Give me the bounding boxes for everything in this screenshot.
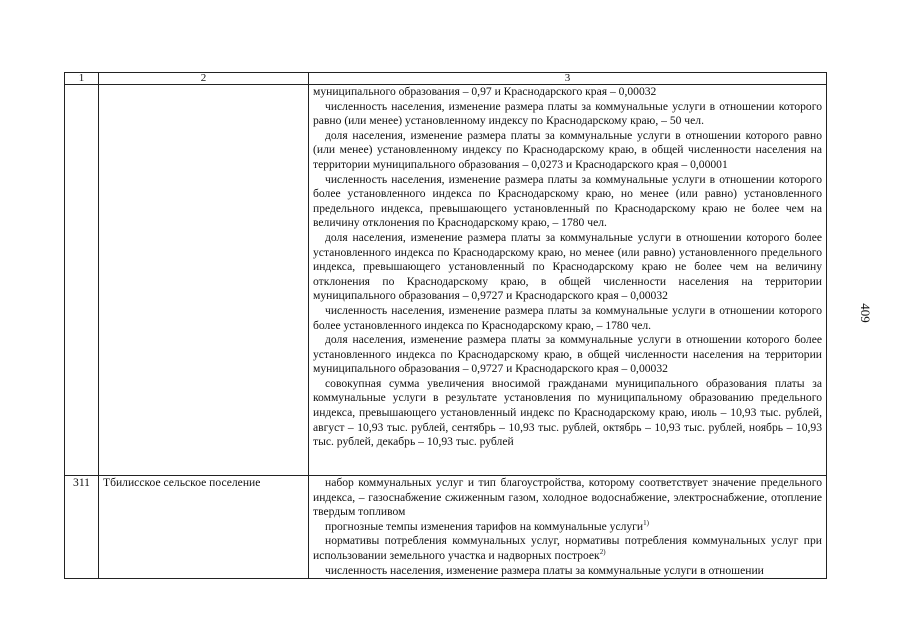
continuation-content-cell <box>309 85 827 476</box>
paragraph-text: нормативы потребления коммунальных услуг, нормативы потребления коммунальных услуг при использовании земельного участка и надворных построек <box>313 534 822 562</box>
paragraph <box>313 534 822 563</box>
continuation-row <box>65 85 827 476</box>
paragraph: доля населения, изменение размера платы за коммунальные услуги в отношении которого более установленного индекса по Краснодарскому краю, в общей численности населения на территории муниципального образования – 0,9727 и Краснодарского края – 0,00032 <box>313 333 822 376</box>
paragraph: доля населения, изменение размера платы за коммунальные услуги в отношении которого более установленного индекса по Краснодарскому краю, но менее (или равно) установленного предельного индекса, превышающего установленный по Краснодарскому краю не более чем на величину отклонения по Краснодарскому краю, в общей численности населения на территории муниципального образования – 0,9727 и Краснодарского края – 0,00032 <box>313 230 822 303</box>
paragraph: муниципального образования – 0,97 и Краснодарского края – 0,00032 <box>313 85 657 98</box>
header-col-3: 3 <box>309 73 827 85</box>
header-row <box>65 73 827 85</box>
table-row-311 <box>65 476 827 579</box>
paragraph: численность населения, изменение размера платы за коммунальные услуги в отношении которого равно (или менее) установленному индексу по Краснодарскому краю, – 50 чел. <box>313 99 822 128</box>
footnote-ref: 1) <box>643 518 649 527</box>
continuation-number-cell <box>65 85 99 476</box>
continuation-name-cell <box>99 85 309 476</box>
header-col-1: 1 <box>65 73 99 85</box>
header-col-2: 2 <box>99 73 309 85</box>
paragraph: совокупная сумма увеличения вносимой гражданами муниципального образования платы за коммунальные услуги в результате установления по муниципальному образованию предельного индекса, превышающего установленный индекс по Краснодарскому краю, июль – 10,93 тыс. рублей, август – 10,93 тыс. рублей, сентябрь – 10,93 тыс. рублей, октябрь – 10,93 тыс. рублей, ноябрь – 10,93 тыс. рублей, декабрь – 10,93 тыс. рублей <box>313 376 822 449</box>
paragraph: набор коммунальных услуг и тип благоустройства, которому соответствует значение предельного индекса, – газоснабжение сжиженным газом, холодное водоснабжение, электроснабжение, отопление твердым топливом <box>313 476 822 519</box>
paragraph: численность населения, изменение размера платы за коммунальные услуги в отношении которого более установленного индекса по Краснодарскому краю, но менее (или равно) установленного предельного индекса, превышающего установленный по Краснодарскому краю не более чем на величину отклонения по Краснодарскому краю, – 1780 чел. <box>313 172 822 230</box>
paragraph <box>313 520 822 535</box>
paragraph: численность населения, изменение размера платы за коммунальные услуги в отношении <box>325 563 764 577</box>
paragraph: численность населения, изменение размера платы за коммунальные услуги в отношении которого более установленного индекса по Краснодарскому краю, – 1780 чел. <box>313 303 822 332</box>
paragraph-text: прогнозные темпы изменения тарифов на коммунальные услуги <box>325 519 644 533</box>
municipality-name-cell: Тбилисское сельское поселение <box>99 476 309 579</box>
row-number-cell: 311 <box>65 476 99 579</box>
paragraph: доля населения, изменение размера платы за коммунальные услуги в отношении которого равно (или менее) установленному индексу по Краснодарскому краю, в общей численности населения на территории муниципального образования – 0,0273 и Краснодарского края – 0,00001 <box>313 128 822 171</box>
document-table <box>64 72 827 579</box>
row-311-content-cell <box>309 476 827 579</box>
footnote-ref: 2) <box>599 548 606 557</box>
page-number: 409 <box>857 303 873 323</box>
